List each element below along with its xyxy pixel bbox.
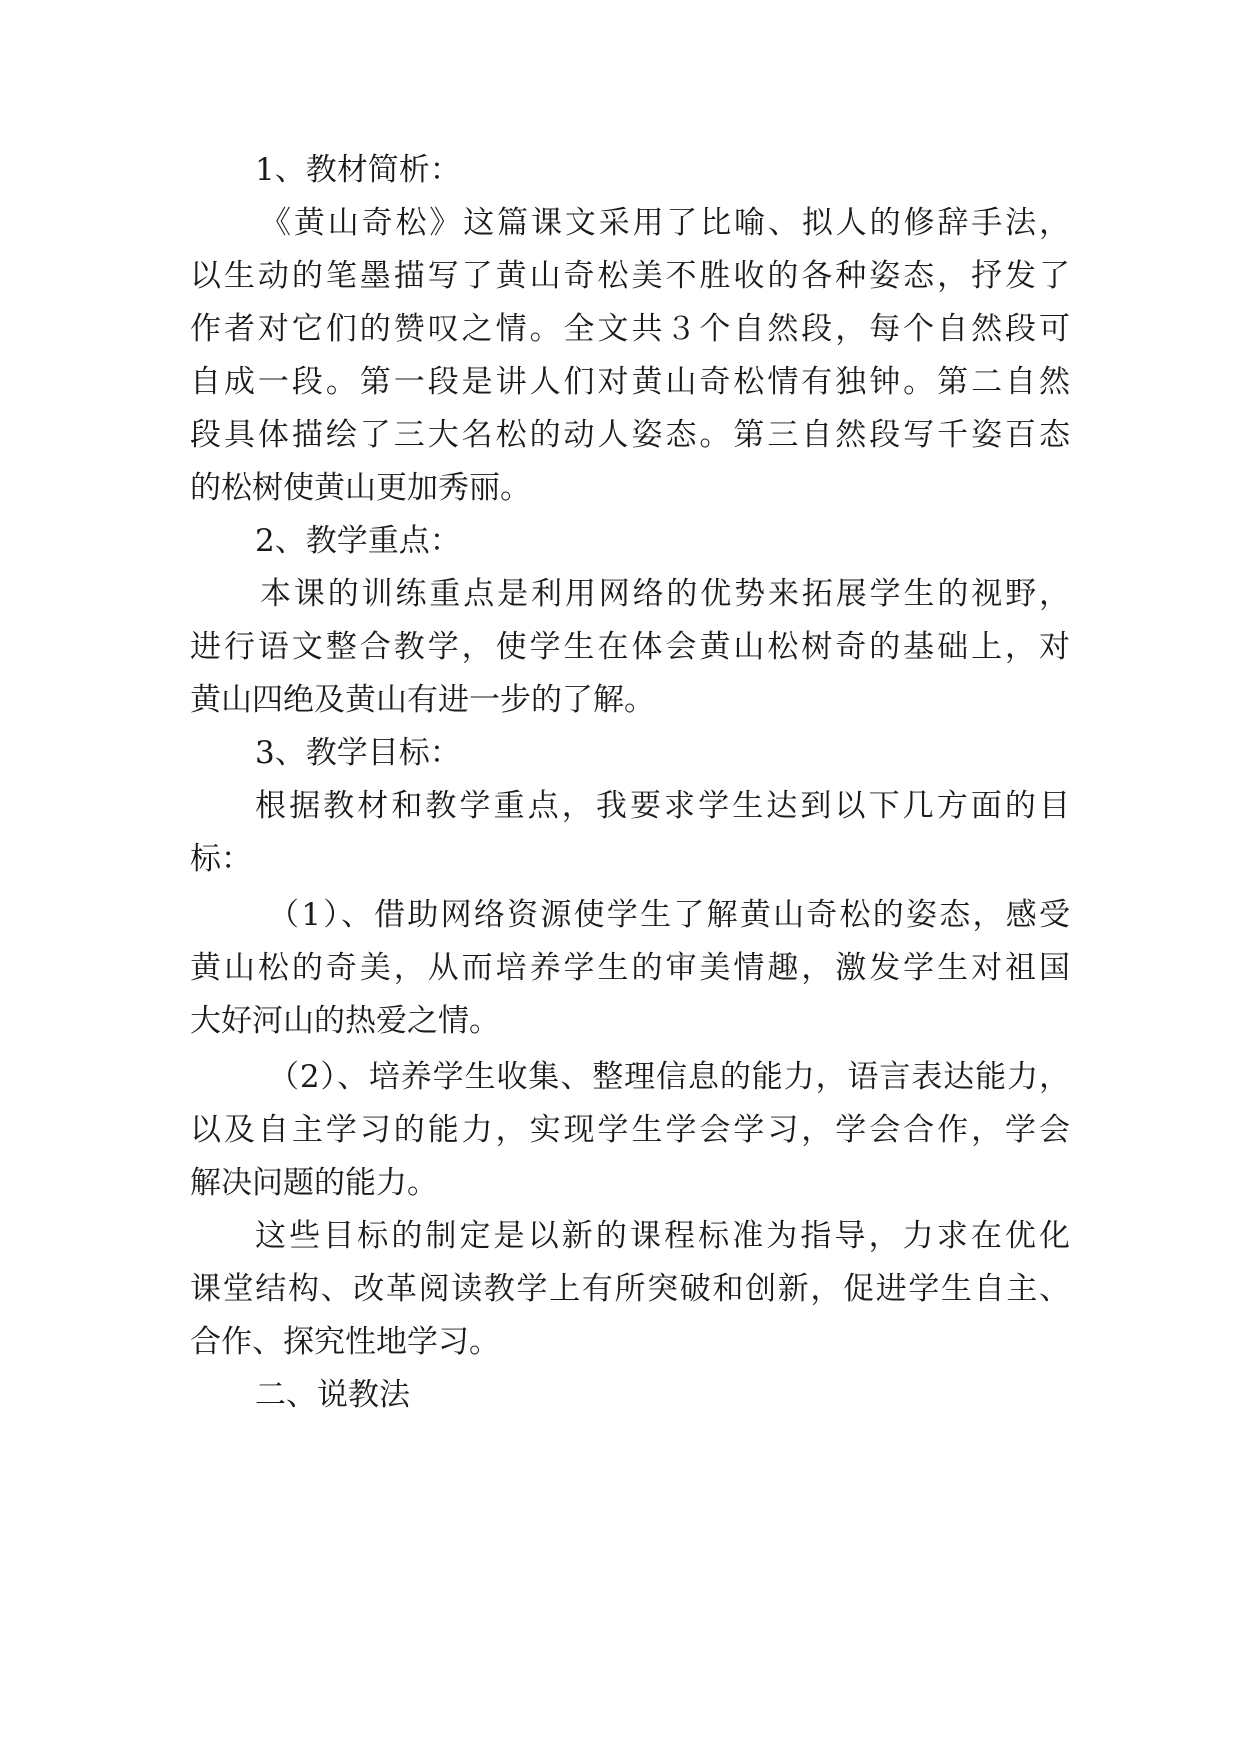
heading-teaching-goals: 3、教学目标：: [255, 735, 461, 771]
paragraph-line: 自成一段。第一段是讲人们对黄山奇松情有独钟。第二自然: [190, 364, 1070, 400]
paragraph-line: 解决问题的能力。: [190, 1165, 438, 1201]
paragraph-line: 黄山松的奇美，从而培养学生的审美情趣，激发学生对祖国: [190, 950, 1070, 986]
paragraph-line: 以及自主学习的能力，实现学生学会学习，学会合作，学会: [190, 1112, 1070, 1148]
paragraph-line: 课堂结构、改革阅读教学上有所突破和创新，促进学生自主、: [190, 1271, 1070, 1307]
paragraph-line: 段具体描绘了三大名松的动人姿态。第三自然段写千姿百态: [190, 417, 1070, 453]
paragraph-line: 大好河山的热爱之情。: [190, 1003, 500, 1039]
paragraph-line: 《黄山奇松》这篇课文采用了比喻、拟人的修辞手法，: [260, 205, 1070, 241]
paragraph-line: 合作、探究性地学习。: [190, 1324, 500, 1360]
paragraph-line: 进行语文整合教学，使学生在体会黄山松树奇的基础上，对: [190, 629, 1070, 665]
paragraph-line: 以生动的笔墨描写了黄山奇松美不胜收的各种姿态，抒发了: [190, 258, 1070, 294]
goal-item-2: （2）、培养学生收集、整理信息的能力，语言表达能力，: [268, 1059, 1070, 1095]
paragraph-line: 标：: [190, 841, 252, 877]
paragraph-line: 根据教材和教学重点，我要求学生达到以下几方面的目: [255, 788, 1070, 824]
paragraph-line: 本课的训练重点是利用网络的优势来拓展学生的视野，: [260, 576, 1070, 612]
paragraph-line: 黄山四绝及黄山有进一步的了解。: [190, 682, 655, 718]
paragraph-line: 作者对它们的赞叹之情。全文共３个自然段，每个自然段可: [190, 311, 1070, 347]
paragraph-line: 这些目标的制定是以新的课程标准为指导，力求在优化: [255, 1218, 1070, 1254]
heading-textbook-analysis: 1、教材简析：: [255, 152, 461, 188]
paragraph-line: 的松树使黄山更加秀丽。: [190, 470, 531, 506]
goal-item-1: （1）、借助网络资源使学生了解黄山奇松的姿态，感受: [268, 897, 1070, 933]
heading-teaching-method: 二、说教法: [255, 1377, 410, 1413]
heading-teaching-focus: 2、教学重点：: [255, 523, 461, 559]
